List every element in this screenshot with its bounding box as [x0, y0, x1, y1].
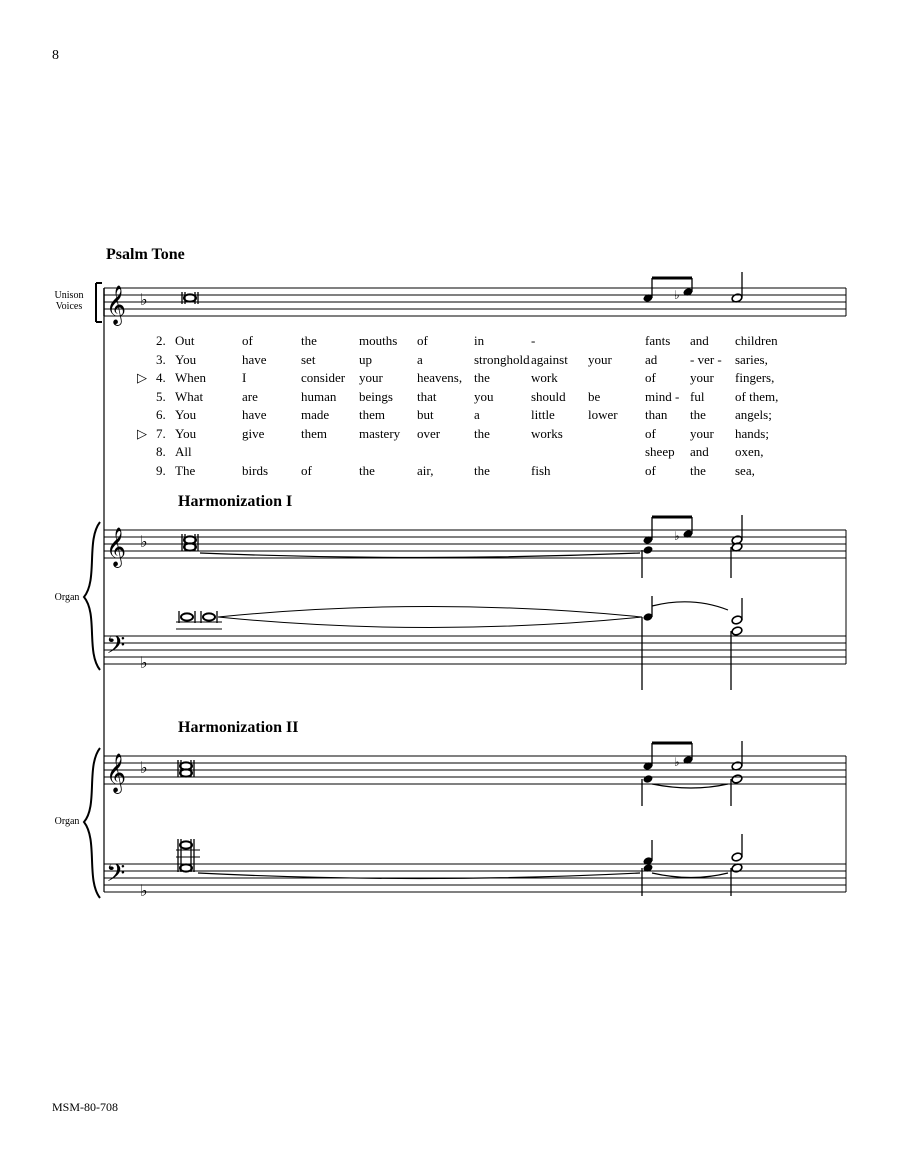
lyric-word: are	[242, 388, 258, 404]
half-note	[731, 741, 743, 806]
lyric-word: and	[690, 444, 709, 459]
eighth-notes	[642, 517, 693, 578]
lyric-word: consider	[301, 370, 346, 385]
lyric-word: the	[474, 425, 490, 441]
half-note	[731, 515, 743, 578]
lyric-word: of	[301, 462, 312, 478]
slur	[218, 607, 642, 628]
lyric-word: air,	[417, 462, 434, 478]
lyric-word: angels;	[735, 407, 772, 422]
lyric-word: beings	[359, 388, 393, 404]
triangle-marker-icon: ▷	[137, 370, 147, 385]
svg-text:♭: ♭	[674, 288, 680, 302]
lyric-word: the	[690, 462, 706, 478]
harm1-bass-staff	[104, 636, 846, 664]
treble-clef-icon: 𝄞	[106, 285, 127, 325]
lyric-word: hands;	[735, 425, 769, 441]
lyric-word: that	[417, 388, 437, 404]
lyric-word: You	[175, 407, 197, 422]
svg-text:♭: ♭	[674, 529, 680, 543]
lyric-word: Out	[175, 333, 195, 348]
breve-note	[182, 292, 198, 304]
lyric-word: of	[645, 462, 656, 478]
lyric-word: -	[531, 333, 536, 348]
instrument-line-2: Voices	[55, 301, 83, 312]
lyric-word: What	[175, 388, 204, 404]
verse-number: 8.	[156, 444, 166, 459]
lyric-word: mastery	[359, 425, 401, 441]
lyric-word: When	[175, 370, 207, 385]
lyric-word: you	[474, 388, 494, 404]
lyric-word: sheep	[645, 444, 675, 459]
lyric-word: children	[735, 333, 778, 348]
lyric-word: works	[531, 425, 563, 441]
verse-number: 6.	[156, 407, 166, 422]
verse-number: 9.	[156, 462, 166, 478]
triangle-marker-icon: ▷	[137, 425, 147, 441]
flat-icon: ♭	[140, 290, 148, 309]
lyric-word: You	[175, 425, 197, 441]
lyric-word: the	[474, 462, 490, 478]
brace-icon	[84, 522, 100, 670]
lyric-word: mouths	[359, 333, 398, 348]
verse-number: 3.	[156, 351, 166, 367]
lyric-word: of	[645, 370, 656, 385]
lyric-word: fants	[645, 333, 671, 348]
lyric-word: of	[417, 333, 428, 348]
lyric-word: set	[301, 351, 316, 367]
lyric-word: mind -	[645, 388, 680, 404]
lyric-word: You	[175, 351, 197, 367]
lyric-word: your	[588, 351, 612, 367]
lyric-word: birds	[242, 462, 268, 478]
lyric-word: The	[175, 462, 196, 478]
eighth-notes	[643, 278, 694, 303]
lyric-word: be	[588, 388, 601, 404]
lyric-word: ful	[690, 388, 705, 404]
lyric-word: them	[301, 425, 327, 441]
flat-icon: ♭	[140, 758, 148, 777]
lyric-word: of them,	[735, 388, 779, 404]
verse-number: 7.	[156, 425, 166, 441]
verse-number: 5.	[156, 388, 166, 404]
harmonization-1-title: Harmonization I	[178, 493, 293, 510]
bass-notes	[642, 834, 743, 896]
lyric-word: have	[242, 351, 267, 367]
lyric-word: the	[301, 333, 317, 348]
lyric-word: the	[359, 462, 375, 478]
eighth-notes	[642, 743, 728, 806]
breve-chord	[178, 760, 194, 777]
lyric-word: your	[690, 425, 714, 441]
bass-breve-chord	[176, 839, 200, 872]
verse-number: 2.	[156, 333, 166, 348]
bass-breve-chord	[176, 611, 222, 629]
voice-bracket	[96, 283, 102, 322]
lyric-word: I	[242, 370, 247, 385]
organ-label-1: Organ	[54, 592, 80, 603]
lyric-word: have	[242, 407, 267, 422]
lyric-word: than	[645, 407, 668, 422]
lyric-word: a	[474, 407, 480, 422]
lyric-word: ad	[645, 351, 658, 367]
breve-chord	[182, 534, 198, 551]
lyric-word: give	[242, 425, 265, 441]
tie	[200, 553, 640, 558]
lyric-word: All	[175, 444, 192, 459]
lyric-word: and	[690, 333, 709, 348]
lyric-word: little	[531, 407, 555, 422]
flat-icon: ♭	[140, 881, 148, 900]
lyric-word: fish	[531, 462, 551, 478]
treble-clef-icon: 𝄞	[106, 527, 127, 567]
lyric-word: human	[301, 388, 337, 404]
lyric-word: up	[359, 351, 372, 367]
footer-code: MSM-80-708	[52, 1100, 119, 1114]
brace-icon	[84, 748, 100, 898]
lyric-word: fingers,	[735, 370, 775, 385]
lyric-word: of	[645, 425, 656, 441]
instrument-line-1: Unison	[54, 290, 84, 301]
lyric-word: your	[359, 370, 383, 385]
psalm-tone-title: Psalm Tone	[106, 246, 185, 263]
lyric-word: of	[242, 333, 253, 348]
organ-label-2: Organ	[54, 816, 80, 827]
lyric-word: the	[690, 407, 706, 422]
lyric-word: against	[531, 351, 568, 367]
lyric-word: the	[474, 370, 490, 385]
lyric-word: your	[690, 370, 714, 385]
lyric-word: work	[531, 370, 558, 385]
lyric-word: made	[301, 407, 330, 422]
bass-clef-icon: 𝄢	[106, 631, 126, 666]
flat-icon: ♭	[140, 532, 148, 551]
lyric-word: saries,	[735, 351, 768, 367]
treble-clef-icon: 𝄞	[106, 753, 127, 793]
lyric-word: sea,	[735, 462, 755, 478]
lyric-word: heavens,	[417, 370, 463, 385]
lyric-word: lower	[588, 407, 618, 422]
verse-number: 4.	[156, 370, 166, 385]
lyric-word: oxen,	[735, 444, 764, 459]
lyric-word: a	[417, 351, 423, 367]
harmonization-2-title: Harmonization II	[178, 719, 299, 736]
lyric-word: over	[417, 425, 441, 441]
lyric-word: in	[474, 333, 485, 348]
lyric-word: stronghold	[474, 351, 530, 367]
lyric-word: - ver -	[690, 351, 722, 367]
lyric-word: but	[417, 407, 434, 422]
svg-text:♭: ♭	[674, 755, 680, 769]
page-number: 8	[52, 48, 59, 63]
bass-clef-icon: 𝄢	[106, 859, 126, 894]
flat-icon: ♭	[140, 653, 148, 672]
lyric-word: should	[531, 388, 566, 404]
lyric-word: them	[359, 407, 385, 422]
